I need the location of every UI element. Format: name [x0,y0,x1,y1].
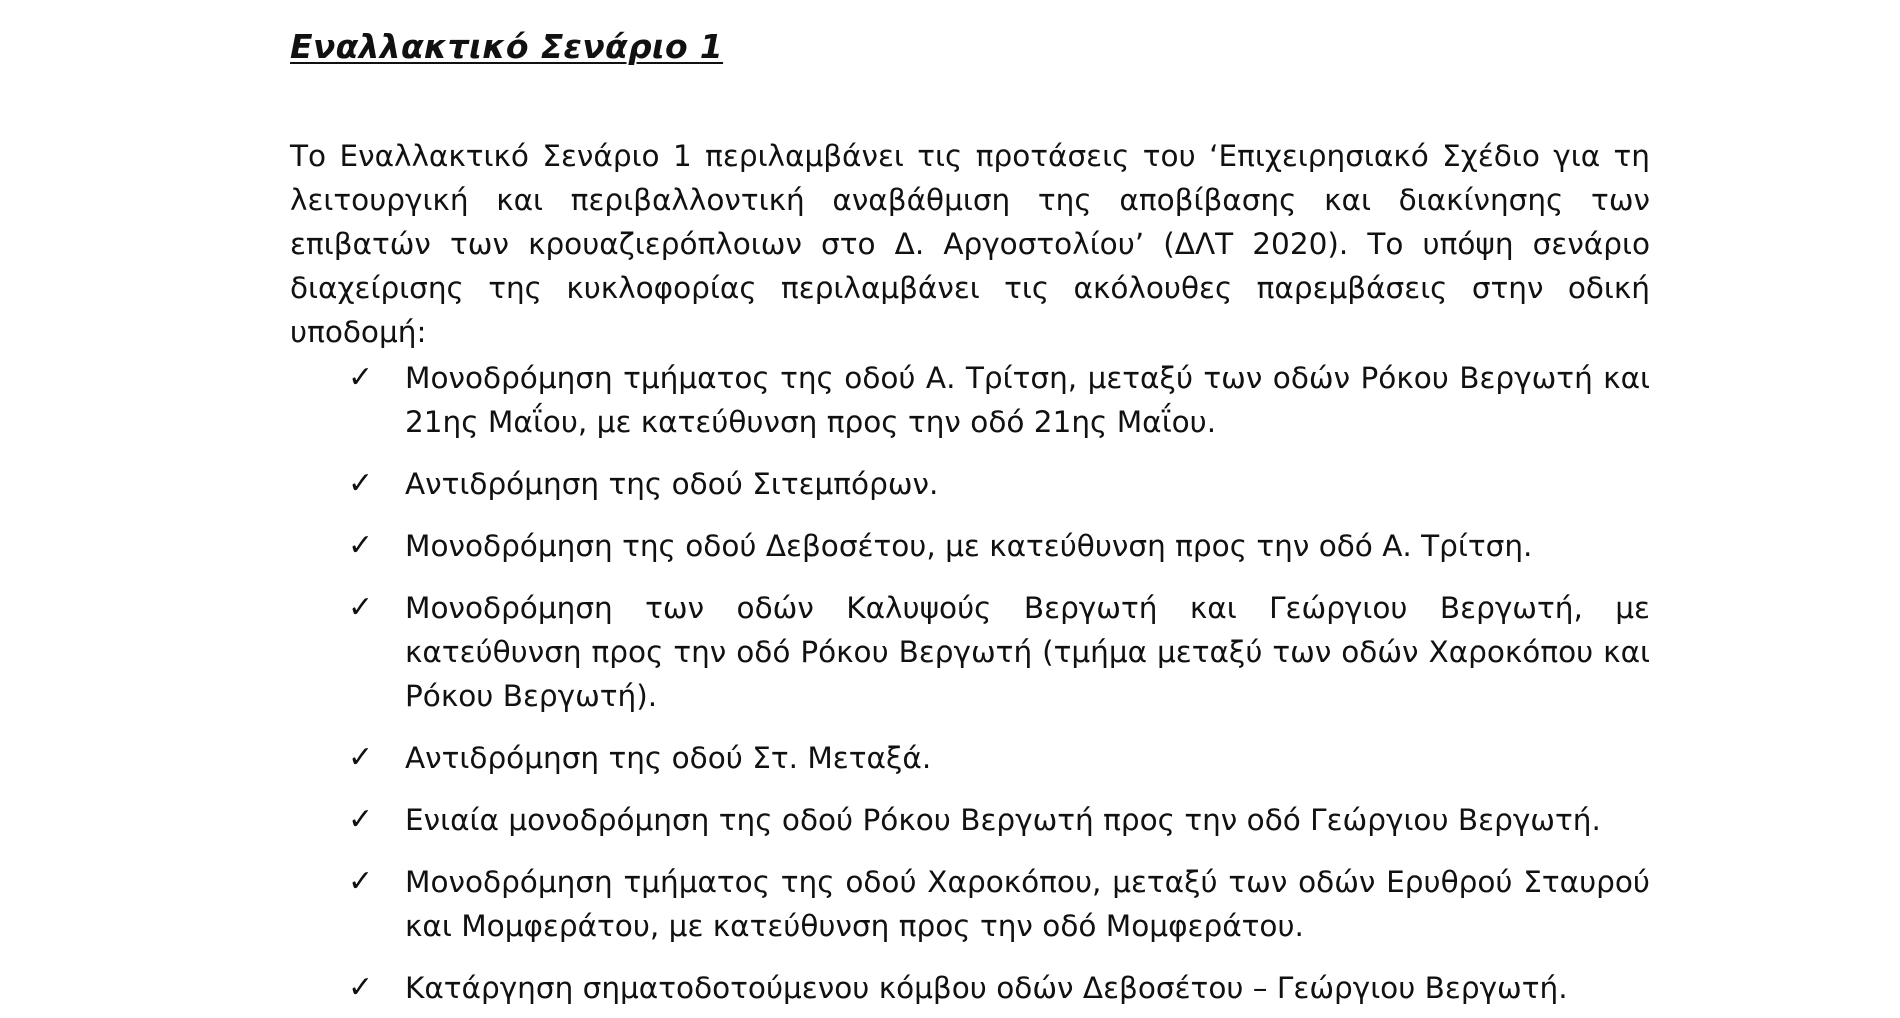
intervention-list [290,356,1650,1010]
list-item [290,524,1650,568]
list-item [290,462,1650,506]
list-item-text: Κατάργηση σηματοδοτούμενου κόμβου οδών Δεβοσέτου – Γεώργιου Βεργωτή. [405,971,1568,1005]
check-mark-icon: ✓ [348,590,374,625]
list-item [290,860,1650,948]
list-item-text: Ενιαία μονοδρόμηση της οδού Ρόκου Βεργωτή προς την οδό Γεώργιου Βεργωτή. [405,803,1601,837]
list-item [290,798,1650,842]
check-mark-icon: ✓ [348,864,374,899]
list-item [290,356,1650,444]
list-item-text: Αντιδρόμηση της οδού Στ. Μεταξά. [405,741,932,775]
check-mark-icon: ✓ [348,970,374,1005]
list-item-text: Μονοδρόμηση των οδών Καλυψούς Βεργωτή και Γεώργιου Βεργωτή, με κατεύθυνση προς την οδό Ρόκου Βεργωτή (τμήμα μεταξύ των οδών Χαροκόπου και Ρόκου Βεργωτή). [405,591,1650,713]
list-item [290,736,1650,780]
check-mark-icon: ✓ [348,802,374,837]
check-mark-icon: ✓ [348,740,374,775]
list-item [290,966,1650,1010]
check-mark-icon: ✓ [348,528,374,563]
document-page [290,24,1650,1010]
check-mark-icon: ✓ [348,466,374,501]
check-mark-icon: ✓ [348,360,374,395]
list-item-text: Μονοδρόμηση τμήματος της οδού Α. Τρίτση, μεταξύ των οδών Ρόκου Βεργωτή και 21ης Μαΐου, με κατεύθυνση προς την οδό 21ης Μαΐου. [405,361,1650,439]
section-heading: Εναλλακτικό Σενάριο 1 [290,27,724,66]
list-item-text: Μονοδρόμηση της οδού Δεβοσέτου, με κατεύθυνση προς την οδό Α. Τρίτση. [405,529,1533,563]
list-item-text: Μονοδρόμηση τμήματος της οδού Χαροκόπου, μεταξύ των οδών Ερυθρού Σταυρού και Μομφεράτου, με κατεύθυνση προς την οδό Μομφεράτου. [405,865,1650,943]
list-item [290,586,1650,718]
list-item-text: Αντιδρόμηση της οδού Σιτεμπόρων. [405,467,939,501]
intro-paragraph: Το Εναλλακτικό Σενάριο 1 περιλαμβάνει τις προτάσεις του ‘Επιχειρησιακό Σχέδιο για τη λειτουργική και περιβαλλοντική αναβάθμιση της αποβίβασης και διακίνησης των επιβατών των κρουαζιερόπλοιων στο Δ. Αργοστολίου’ (ΔΛΤ 2020). Το υπόψη σενάριο διαχείρισης της κυκλοφορίας περιλαμβάνει τις ακόλουθες παρεμβάσεις στην οδική υποδομή: [290,139,1650,349]
